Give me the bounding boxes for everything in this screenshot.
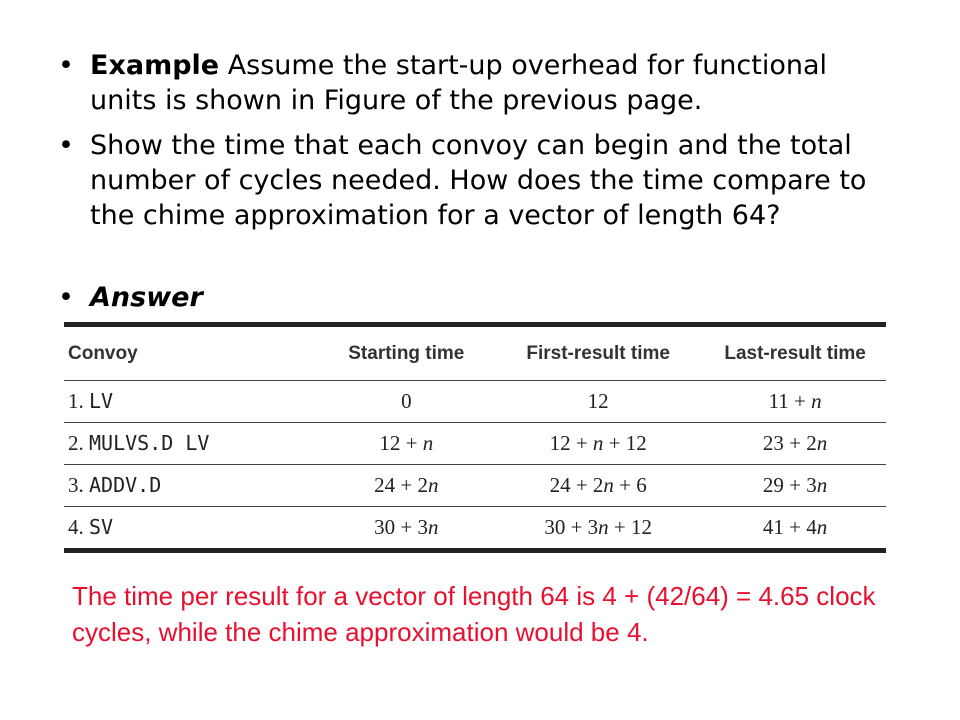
cell-first-result-time: 24 + 2n + 6 xyxy=(492,465,704,507)
header-starting-time: Starting time xyxy=(348,342,465,364)
answer-label: Answer xyxy=(90,282,203,313)
convoy-code: LV xyxy=(89,389,114,413)
cell-last-result-time: 29 + 3n xyxy=(704,465,886,507)
convoy-code: ADDV.D xyxy=(89,473,162,497)
table-row xyxy=(64,381,886,423)
cell-starting-time: 0 xyxy=(320,381,492,423)
table-row xyxy=(64,465,886,507)
answer-explanation: The time per result for a vector of length 64 is 4 + (42/64) = 4.65 clock cycles, while the chime approximation would be 4. xyxy=(72,581,876,647)
question-text: Show the time that each convoy can begin and the total number of cycles needed. How does the time compare to the chime approximation for a vector of length 64? xyxy=(90,130,867,231)
cell-convoy xyxy=(64,507,320,549)
header-last-result-time: Last-result time xyxy=(724,342,866,364)
cell-convoy xyxy=(64,381,320,423)
convoy-number: 4. xyxy=(68,515,89,539)
cell-starting-time: 30 + 3n xyxy=(320,507,492,549)
example-label: Example xyxy=(90,50,220,81)
header-convoy: Convoy xyxy=(68,342,138,364)
bullet-marker: • xyxy=(58,130,74,161)
cell-last-result-time: 41 + 4n xyxy=(704,507,886,549)
convoy-code: SV xyxy=(89,515,114,539)
bullet-text xyxy=(90,48,890,118)
convoy-number: 2. xyxy=(68,431,89,455)
convoy-number: 1. xyxy=(68,389,89,413)
cell-last-result-time: 11 + n xyxy=(704,381,886,423)
cell-starting-time: 12 + n xyxy=(320,423,492,465)
cell-first-result-time: 12 xyxy=(492,381,704,423)
convoy-number: 3. xyxy=(68,473,89,497)
cell-first-result-time: 12 + n + 12 xyxy=(492,423,704,465)
bullet-marker: • xyxy=(58,50,74,81)
table-bottom-rule xyxy=(64,548,886,553)
convoy-table xyxy=(64,322,886,553)
cell-starting-time: 24 + 2n xyxy=(320,465,492,507)
cell-last-result-time: 23 + 2n xyxy=(704,423,886,465)
example-text: Assume the start-up overhead for functional units is shown in Figure of the previous page. xyxy=(90,50,828,116)
bullet-marker: • xyxy=(58,282,74,313)
table-header-row xyxy=(64,327,886,381)
convoy-code: MULVS.D LV xyxy=(89,431,210,455)
cell-first-result-time: 30 + 3n + 12 xyxy=(492,507,704,549)
table-row xyxy=(64,507,886,549)
cell-convoy xyxy=(64,465,320,507)
table-row xyxy=(64,423,886,465)
cell-convoy xyxy=(64,423,320,465)
header-first-result-time: First-result time xyxy=(526,342,670,364)
